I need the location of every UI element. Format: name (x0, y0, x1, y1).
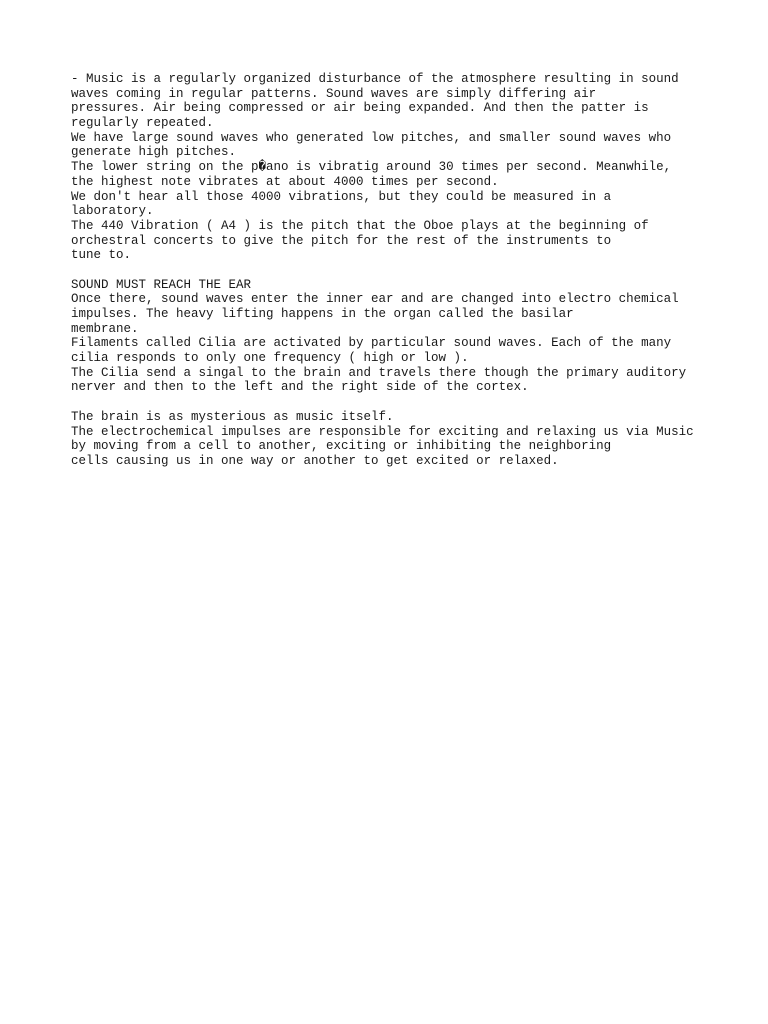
text-line: We don't hear all those 4000 vibrations, but they could be measured in a (71, 189, 612, 204)
text-line: cilia responds to only one frequency ( high or low ). (71, 351, 469, 366)
text-line: - Music is a regularly organized disturbance of the atmosphere resulting in sound (71, 72, 679, 86)
text-line: The brain is as mysterious as music itself. (71, 409, 394, 424)
paragraph-brain (71, 410, 731, 469)
text-line: waves coming in regular patterns. Sound waves are simply differing air (71, 86, 597, 101)
text-line: the highest note vibrates at about 4000 times per second. (71, 174, 499, 189)
paragraph-spacer (71, 395, 731, 410)
paragraph-sound-waves (71, 72, 731, 263)
text-line: pressures. Air being compressed or air being expanded. And then the patter is (71, 101, 649, 116)
text-line: regularly repeated. (71, 116, 214, 131)
text-line: cells causing us in one way or another to get excited or relaxed. (71, 453, 559, 468)
text-line: generate high pitches. (71, 145, 237, 160)
text-line: The electrochemical impulses are responsible for exciting and relaxing us via Music (71, 424, 694, 439)
text-line: impulses. The heavy lifting happens in the organ called the basilar (71, 307, 574, 321)
paragraph-spacer (71, 263, 731, 278)
text-line: tune to. (71, 248, 132, 263)
text-line: membrane. (71, 321, 139, 336)
text-line: Once there, sound waves enter the inner ear and are changed into electro chemical (71, 292, 679, 307)
text-line: Filaments called Cilia are activated by particular sound waves. Each of the many (71, 336, 672, 351)
text-line: The Cilia send a singal to the brain and travels there though the primary auditory (71, 365, 687, 380)
text-line: The 440 Vibration ( A4 ) is the pitch that the Oboe plays at the beginning of (71, 218, 649, 233)
text-line: laboratory. (71, 204, 154, 219)
text-line: by moving from a cell to another, exciting or inhibiting the neighboring (71, 439, 612, 454)
paragraph-reach-the-ear (71, 278, 731, 396)
text-line: We have large sound waves who generated low pitches, and smaller sound waves who (71, 130, 672, 145)
document-page (71, 72, 731, 469)
section-heading: SOUND MUST REACH THE EAR (71, 277, 252, 292)
text-line: orchestral concerts to give the pitch for the rest of the instruments to (71, 233, 612, 248)
text-line: The lower string on the p�ano is vibratig around 30 times per second. Meanwhile, (71, 160, 672, 175)
text-line: nerver and then to the left and the right side of the cortex. (71, 380, 529, 395)
